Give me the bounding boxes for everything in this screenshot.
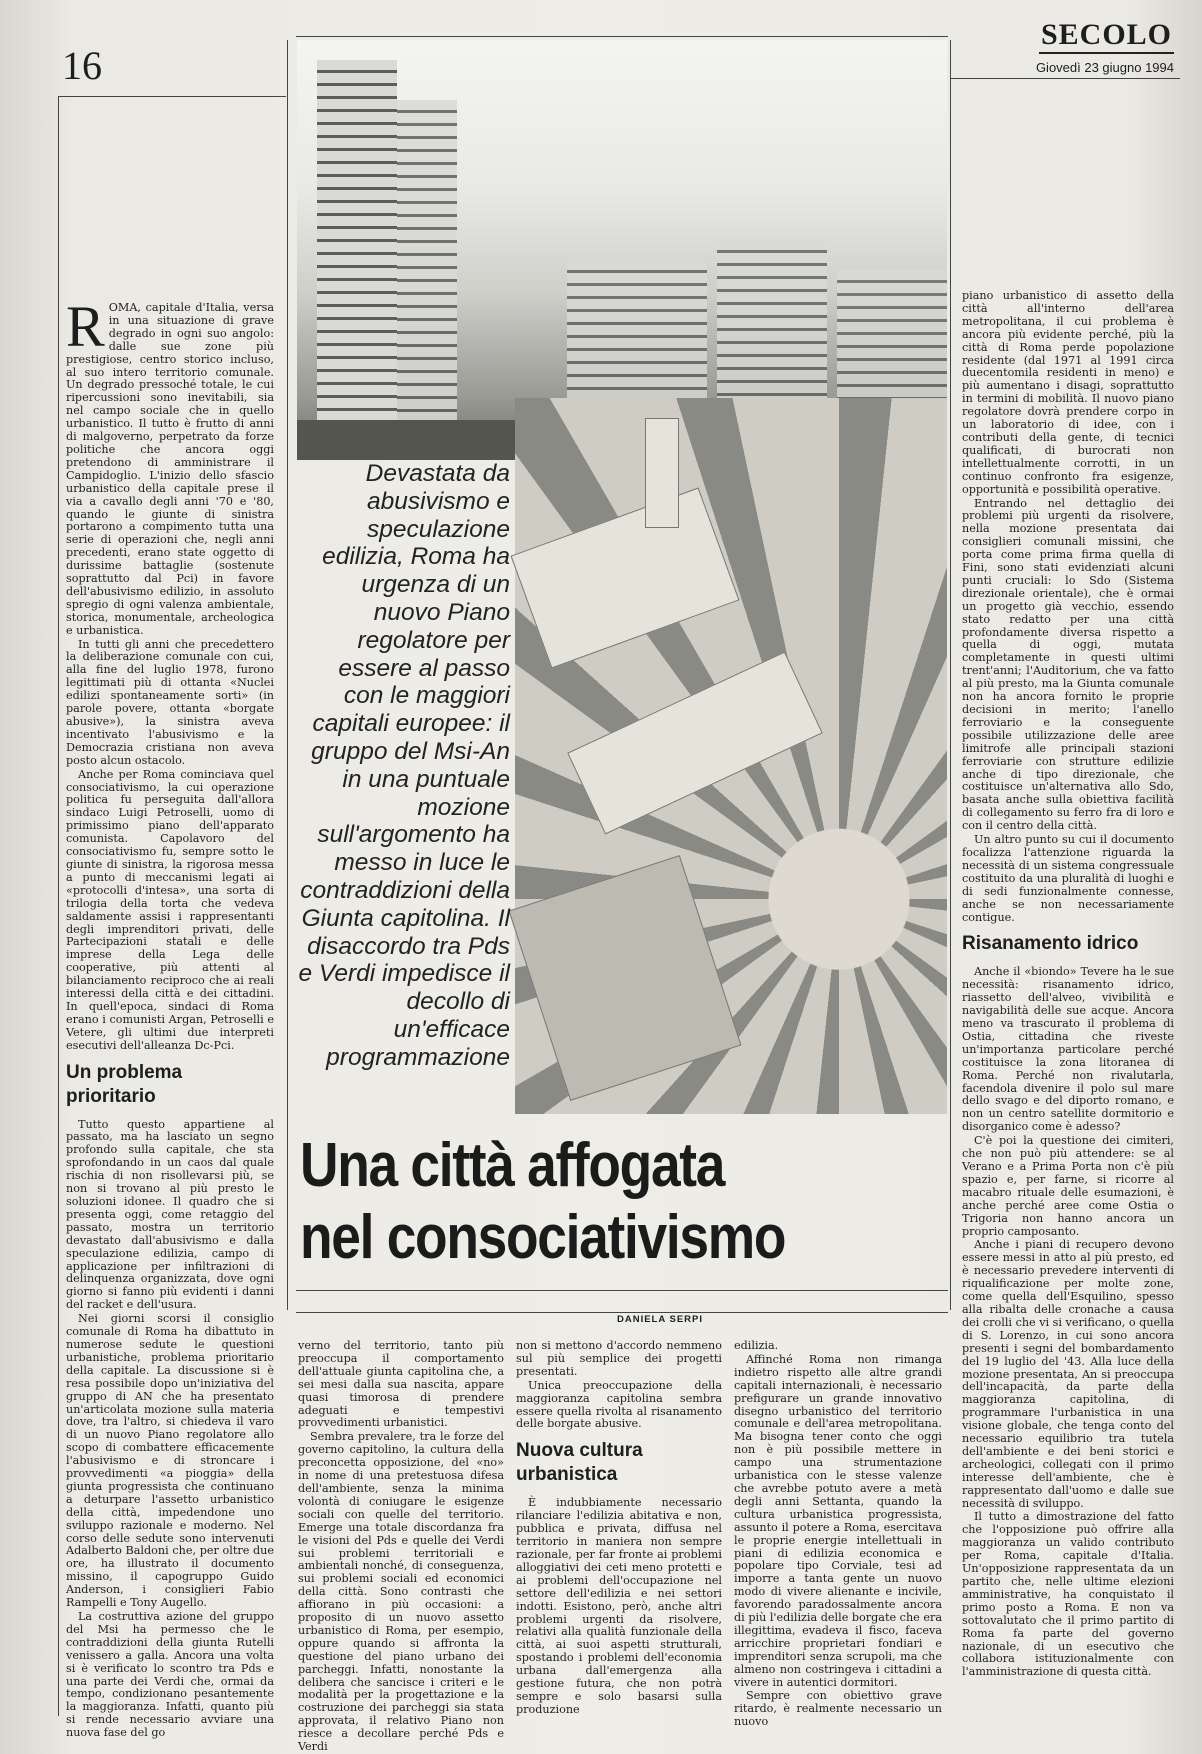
drop-cap: R bbox=[66, 294, 105, 359]
photo-aerial-square bbox=[515, 398, 947, 1114]
headline-line-1: Una città affogata bbox=[300, 1131, 725, 1200]
newspaper-name: SECOLO bbox=[1039, 18, 1174, 54]
paragraph: Anche per Roma cominciava quel consociativismo, la cui operazione politica fu perseguita dall'allora sindaco Luigi Petroselli, uomo di primissimo piano dell'apparato comunista. Capolavoro del consociativismo fu, sempre sotto le giunte di sinistra, la rigorosa messa a punto di meccanismi legati ai «protocolli d'intesa», una sorta di trilogia della torta che vedeva saldamente assisi i rappresentanti degli imprenditori privati, delle Partecipazioni statali e delle imprese della Lega delle cooperative, più attenti al bilanciamento reciproco che ai reali interessi della città e dei cittadini. In quell'epoca, sindaci di Roma erano i comunisti Argan, Petroselli e Vetere, gli ultimi due interpreti esecutivi dell'alleanza Dc-Pci. bbox=[66, 767, 274, 1052]
paragraph: Un altro punto su cui il documento focalizza l'attenzione riguarda la necessità di un sistema congressuale costituito da una pluralità di luoghi e di sedi funzionalmente connesse, anche se non necessariamente contigue. bbox=[962, 833, 1174, 924]
paragraph: La costruttiva azione del gruppo del Msi ha permesso che le contraddizioni della giunta Rutelli venissero a galla. Ancora una volta si è verificato lo scontro tra Pds e una parte dei Verdi che, ormai da tempo, condizionano pesantemente la maggioranza. Infatti, quanto più si rende necessario avviare una nuova fase del go bbox=[66, 1610, 274, 1740]
article-column-4 bbox=[734, 1339, 942, 1729]
paragraph: È indubbiamente necessario rilanciare l'edilizia abitativa e non, pubblica e privata, diffusa nel territorio in maniera non sempre razionale, per far fronte ai problemi alloggiativi dei ceti meno protetti e ai problemi dell'occupazione nel settore dell'edilizia e nei settori indotti. Esistono, però, anche altri problemi urgenti da risolvere, relativi alla qualità funzionale della città, ai suoi aspetti strutturali, spostando i problemi dell'economia urbana dall'emergenza alla gestione futura, che non potrà sempre e solo basarsi sulla produzione bbox=[516, 1496, 722, 1716]
paragraph: Tutto questo appartiene al passato, ma ha lasciato un segno profondo sulla capitale, che sta sprofondando in un caos dal quale rischia di non risollevarsi più, se non si trovano al più presto le soluzioni idonee. Il quadro che si presenta oggi, come retaggio del passato, mostra un territorio devastato dall'abusivismo e dalla speculazione edilizia, campo di applicazione per infiltrazioni di delinquenza organizzata, dove ogni giorno si fanno più evidenti i danni del racket e dell'usura. bbox=[66, 1117, 274, 1312]
pull-quote: Devastata da abusivismo e speculazione edilizia, Roma ha urgenza di un nuovo Piano regolatore per essere al passo con le maggiori capitali europee: il gruppo del Msi-An in una puntuale mozione sull'argomento ha messo in luce le contraddizioni della Giunta capitolina. Il disaccordo tra Pds e Verdi impedisce il decollo di un'efficace programmazione bbox=[298, 460, 510, 1071]
masthead bbox=[1036, 18, 1174, 75]
byline: DANIELA SERPI bbox=[616, 1314, 704, 1325]
subheading: Nuova cultura urbanistica bbox=[516, 1440, 643, 1486]
headline-frame-bottom bbox=[296, 1290, 948, 1291]
column-rule bbox=[287, 40, 288, 1310]
paragraph: Sembra prevalere, tra le forze del governo capitolino, la cultura della preconcetta opposizione, del «no» in nome di una pretestuosa difesa dell'ambiente, senza la minima volontà di coniugare le esigenze sociali con quelle del territorio. Emerge una totale discordanza fra le visioni del Pds e quelle dei Verdi sui problemi territoriali e ambientali nonché, di conseguenza, sui problemi sociali ed economici della città. Sono contrasti che affiorano in più occasioni: a proposito di un nuovo assetto urbanistico di Roma, per esempio, oppure quando si affronta la questione del piano urbano dei parcheggi. Infatti, nonostante la delibera che sancisce i criteri e le modalità per la progettazione e la costruzione dei parcheggi sia stata approvata, il relativo Piano non riesce a decollare perché Pds e Verdi bbox=[298, 1430, 504, 1754]
paragraph: C'è poi la questione dei cimiteri, che non può più attendere: se al Verano e a Prima Porta non c'è più spazio e, per farne, si ricorre al macabro rituale delle esumazioni, è anche perché aree come Ostia o Trigoria non hanno ancora un proprio camposanto. bbox=[962, 1134, 1174, 1238]
left-frame-rule bbox=[58, 96, 59, 1716]
article-column-2 bbox=[298, 1339, 504, 1754]
paragraph: Il tutto a dimostrazione del fatto che l'opposizione può offrire alla maggioranza un valido contributo per Roma, capitale d'Italia. Un'opposizione rappresentata da un partito che, nelle ultime elezioni amministrative, ha conquistato il primo posto a Roma. E non va sottovalutato che il primo partito di Roma fa parte del governo nazionale, di un esecutivo che collabora istituzionalmente con l'amministrazione di questa città. bbox=[962, 1510, 1174, 1679]
masthead-rule bbox=[950, 78, 1180, 79]
paragraph: piano urbanistico di assetto della città all'interno dell'area metropolitana, il cui problema è ancora più evidente perché, più la città di Roma perde popolazione residente (dal 1971 al 1991 circa duecentomila residenti in meno) e più aumentano i disagi, soprattutto in termini di mobilità. Il nuovo piano regolatore dovrà prendere corpo in un laboratorio di idee, con i contributi della gente, di tecnici qualificati, di burocrati non intellettualmente corrotti, in un continuo confronto fra esigenze, opportunità e possibilità operative. bbox=[962, 289, 1174, 496]
page-number: 16 bbox=[62, 43, 102, 88]
photo-frame-top bbox=[296, 36, 948, 37]
top-left-rule bbox=[58, 96, 286, 97]
issue-date: Giovedì 23 giugno 1994 bbox=[1035, 60, 1174, 75]
subheading: Un problema prioritario bbox=[66, 1061, 183, 1107]
byline-rule bbox=[296, 1312, 948, 1313]
article-column-3 bbox=[516, 1339, 722, 1716]
paragraph: non si mettono d'accordo nemmeno sul più semplice dei progetti presentati. bbox=[516, 1339, 722, 1378]
paragraph: Unica preoccupazione della maggioranza capitolina sembra essere quella rivolta al risanamento delle borgate abusive. bbox=[516, 1378, 722, 1431]
paragraph: In tutti gli anni che precedettero la deliberazione comunale con cui, alla fine del luglio 1978, furono legittimati più di ottanta «Nuclei edilizi spontaneamente sorti» (in parole povere, ottanta «borgate abusive»), la sinistra aveva incentivato l'abusivismo e la Democrazia cristiana non aveva posto alcun ostacolo. bbox=[66, 637, 274, 767]
paragraph: Affinché Roma non rimanga indietro rispetto alle altre grandi capitali internazionali, è necessario prefigurare un grande innovativo disegno urbanistico del territorio comunale e dell'area metropolitana. Ma bisogna tener conto che oggi non è più possibile mettere in campo una strumentazione urbanistica con le stesse valenze che avrebbe potuto avere a metà degli anni Settanta, quando la cultura urbanistica progressista, assunto il potere a Roma, esercitava le proprie energie intellettuali in piani di edilizia economica e popolare tipo Corviale, tesi ad imporre a tanta gente un nuovo modo di vivere alienante e incivile, favorendo paradossalmente ancora di più l'edilizia delle borgate che era illegittima, evadeva il fisco, faceva arricchire proprietari fondiari e imprenditori senza scrupoli, ma che almeno non costringeva i cittadini a vivere in autentici dormitori. bbox=[734, 1352, 942, 1689]
paragraph: Sempre con obiettivo grave ritardo, è realmente necessario un nuovo bbox=[734, 1689, 942, 1729]
paragraph: Anche i piani di recupero devono essere messi in atto al più presto, ed è necessario prevedere interventi di riqualificazione per molte zone, come quella dell'Esquilino, spesso alla ribalta delle cronache a causa dei crolli che vi si verificano, o quella di S. Lorenzo, in cui sono ancora presenti i segni del bombardamento del 19 luglio del '43. Alla luce della mozione presentata, An si preoccupa dell'incapacità, da parte della maggioranza capitolina, di programmare l'urbanistica in una visione globale, che tenga conto del necessario equilibrio tra tutela dell'ambiente e dei beni storici e archeologici, collegati con il primo interesse dell'ambiente, che è rappresentato dall'uomo e dalle sue necessità di sviluppo. bbox=[962, 1238, 1174, 1510]
paragraph: OMA, capitale d'Italia, versa in una situazione di grave degrado in ogni suo angolo: dalle sue zone più prestigiose, centro storico incluso, al suo intero territorio comunale. Un degrado pressoché totale, le cui ripercussioni sono inevitabili, sia nel campo sociale che in quello urbanistico. Il tutto è frutto di anni di malgoverno, perpetrato da forze politiche che ancora oggi pretendono di amministrare il Campidoglio. L'inizio dello sfascio urbanistico della capitale prese il via a cavallo degli anni '70 e '80, quando le giunte di sinistra portarono a compimento tutta una serie di operazioni che, negli anni precedenti, erano state oggetto di durissime battaglie (sostenute soprattutto dal Pci) in favore dell'abusivismo edilizio, in assoluto spregio di ogni valenza ambientale, storica, monumentale, archeologica e urbanistica. bbox=[66, 301, 274, 637]
paragraph: Nei giorni scorsi il consiglio comunale di Roma ha dibattuto in numerose sedute le questioni urbanistiche, problema prioritario della capitale. La discussione si è resa possibile dopo un'iniziativa del gruppo di AN che ha presentato un'articolata mozione sulla materia dove, tra l'altro, si chiedeva il varo di un nuovo Piano regolatore allo scopo di combattere efficacemente l'abusivismo e di stroncare i provvedimenti «a pioggia» della giunta progressista che continuano a deturpare l'assetto urbanistico della città, impedendone uno sviluppo razionale e moderno. Nel corso delle sedute sono intervenuti Adalberto Baldoni che, per oltre due ore, ha illustrato il documento missino, il capogruppo Guido Anderson, i consiglieri Fabio Rampelli e Tony Augello. bbox=[66, 1312, 274, 1610]
column-rule bbox=[950, 40, 951, 1310]
headline-line-2: nel consociativismo bbox=[300, 1203, 786, 1272]
article-column-5 bbox=[962, 290, 1174, 1730]
paragraph: edilizia. bbox=[734, 1339, 779, 1352]
paragraph: Entrando nel dettaglio dei problemi più urgenti da risolvere, nella mozione presentata dai consiglieri comunali missini, che porta come prima firma quella di Fini, sono stati evidenziati alcuni punti cruciali: lo Sdo (Sistema direzionale orientale), che è ormai un progetto già vecchio, essendo stato redatto per una città profondamente diversa rispetto a quella di oggi, mutata completamente in questi ultimi trent'anni; l'Auditorium, che va fatto al più presto, ma la Giunta comunale non ha ancora fornito le proprie decisioni in merito; l'anello ferroviario e la conseguente possibile utilizzazione delle aree limitrofe alle principali stazioni ferroviarie con strutture edilizie anche di tipo direzionale, che costituisce un'alternativa allo Sdo, basata anche sulla obiettiva facilità di collegamento su ferro fra di loro e con il centro della città. bbox=[962, 496, 1174, 833]
article-column-1 bbox=[66, 294, 274, 1740]
photo-apartment-blocks bbox=[297, 40, 947, 460]
subheading: Risanamento idrico bbox=[962, 933, 1139, 955]
article-headline bbox=[300, 1130, 850, 1274]
paragraph: Anche il «biondo» Tevere ha le sue necessità: risanamento idrico, riassetto dell'alveo, vivibilità e navigabilità delle sue acque. Ancora meno va trascurato il problema di Ostia, cittadina che riveste un'importanza particolare perché costituisce la zona litoranea di Roma. Perché non rivalutarla, facendola divenire il polo sul mare dello svago e del diporto romano, e non un centro satellite dormitorio e disorganico come è adesso? bbox=[962, 965, 1174, 1134]
paragraph: verno del territorio, tanto più preoccupa il comportamento dell'attuale giunta capitolina che, a sei mesi dalla sua nascita, appare quasi timorosa di prendere adeguati e tempestivi provvedimenti urbanistici. bbox=[298, 1339, 504, 1430]
